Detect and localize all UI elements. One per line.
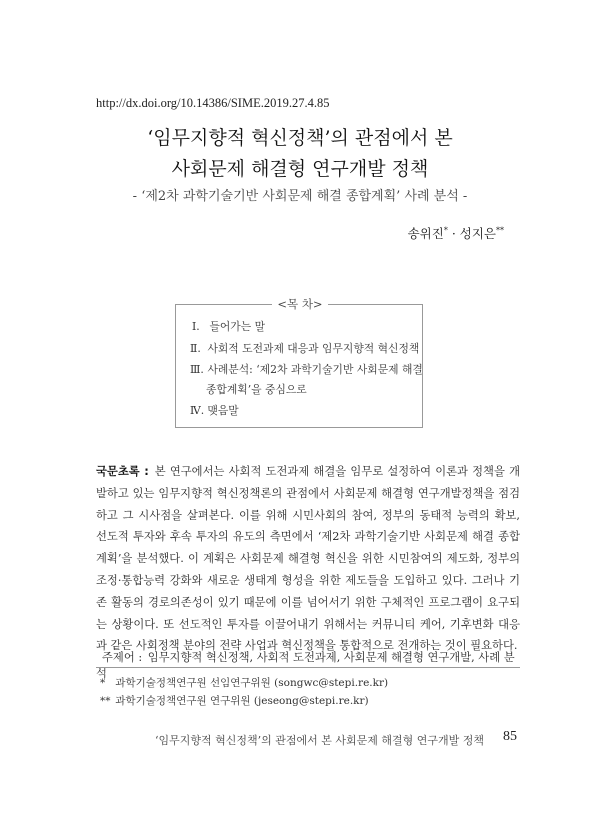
footnote-mark: ** <box>100 695 111 707</box>
author-separator: · <box>447 226 460 241</box>
author-2: 성지은 <box>459 226 496 241</box>
toc-item-2 <box>190 341 419 356</box>
toc-text: 사례분석: ‘제2차 과학기술기반 사회문제 해결 <box>207 363 423 376</box>
doi-link[interactable]: http://dx.doi.org/10.14386/SIME.2019.27.4.85 <box>96 96 330 110</box>
author-2-mark: ** <box>496 225 504 235</box>
footnote-2 <box>100 693 369 708</box>
toc-heading <box>0 296 600 312</box>
toc-text: 사회적 도전과제 대응과 임무지향적 혁신정책 <box>207 342 420 355</box>
toc-item-3 <box>190 362 423 377</box>
page-number: 85 <box>503 729 517 744</box>
title-line-2: 사회문제 해결형 연구개발 정책 <box>171 158 429 180</box>
keywords-text: 임무지향적 혁신정책, 사회적 도전과제, 사회문제 해결형 연구개발, 사례 분석 <box>96 651 515 680</box>
abstract-text: 본 연구에서는 사회적 도전과제 해결을 임무로 설정하여 이론과 정책을 개발하고 있는 임무지향적 혁신정책론의 관점에서 사회문제 해결형 연구개발정책을 점검하고 그 시사점을 살펴본다. 이를 위해 시민사회의 참여, 정부의 동태적 능력의 확보, 선도적 투자와 후속 투자의 유도의 측면에서 ‘제2차 과학기술기반 사회문제 해결 종합계획’을 분석했다. 이 계획은 사회문제 해결형 혁신을 위한 시민참여의 제도화, 정부의 조정·통합능력 강화와 새로운 생태계 형성을 위한 제도들을 도입하고 있다. 그러나 기존 활동의 경로의존성이 있기 때문에 이를 넘어서기 위한 구체적인 프로그램이 요구되는 상황이다. 또 선도적인 투자를 이끌어내기 위해서는 커뮤니티 케어, 기후변화 대응과 같은 사회정책 분야의 전략 사업과 혁신정책을 통합적으로 전개하는 것이 필요하다. <box>96 465 520 653</box>
toc-num: Ⅳ. <box>190 404 205 417</box>
toc-num: Ⅰ. <box>192 320 200 333</box>
footnote-1 <box>100 675 388 690</box>
author-1-mark: * <box>443 225 448 235</box>
toc-text: 맺음말 <box>207 404 239 417</box>
abstract <box>96 461 520 657</box>
abstract-label: 국문초록 : <box>96 465 149 478</box>
footnote-text: 과학기술정책연구원 선임연구위원 (songwc@stepi.re.kr) <box>115 677 389 689</box>
footnote-divider <box>96 667 520 668</box>
author-1: 송위진 <box>407 226 444 241</box>
toc-item-4 <box>190 403 239 418</box>
toc-heading-text: <목 차> <box>272 297 327 311</box>
toc-item-3-cont: 종합계획’을 중심으로 <box>206 383 307 396</box>
keywords-label: 주제어 : <box>102 651 143 664</box>
toc-num: Ⅲ. <box>190 363 204 376</box>
author-line <box>408 224 504 242</box>
footnote-mark: * <box>100 677 106 689</box>
running-header: ‘임무지향적 혁신정책’의 관점에서 본 사회문제 해결형 연구개발 정책 <box>155 734 484 747</box>
toc-num: Ⅱ. <box>190 342 201 355</box>
toc-item-1 <box>192 319 265 334</box>
subtitle: - ‘제2차 과학기술기반 사회문제 해결 종합계획’ 사례 분석 - <box>132 189 468 204</box>
footnote-text: 과학기술정책연구원 연구위원 (jeseong@stepi.re.kr) <box>115 695 369 707</box>
title-line-1: ‘임무지향적 혁신정책’의 관점에서 본 <box>147 127 453 149</box>
toc-text: 들어가는 말 <box>209 320 266 333</box>
